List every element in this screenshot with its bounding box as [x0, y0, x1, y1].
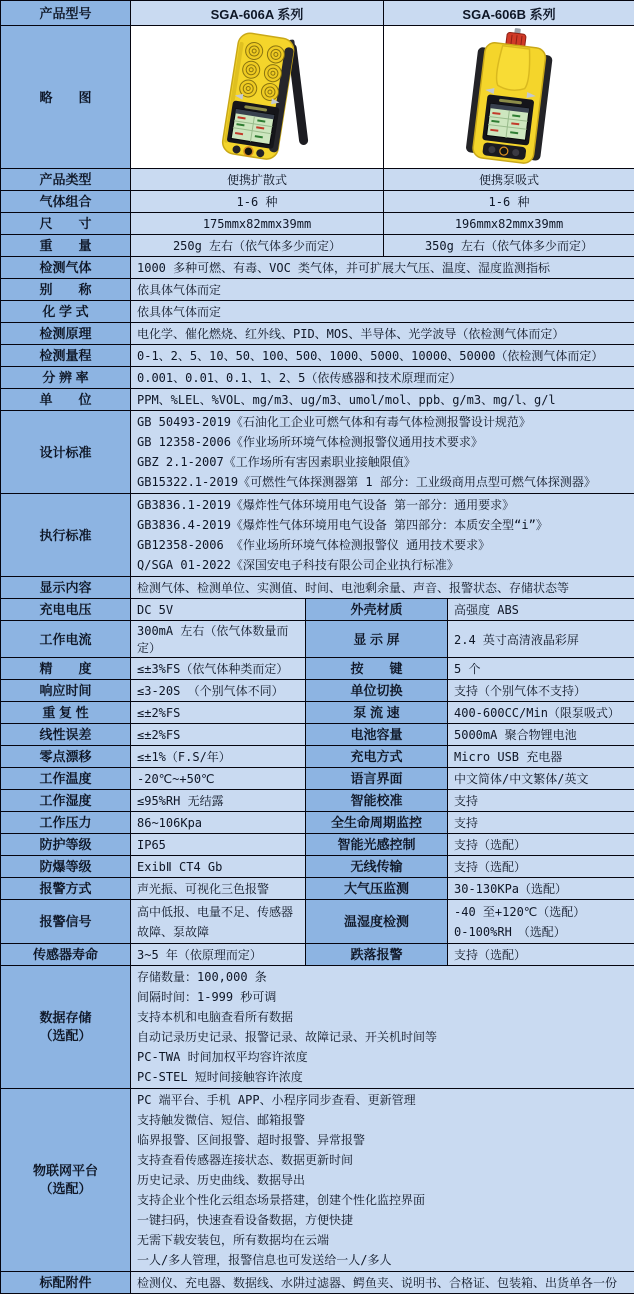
dimensions-label: 尺 寸	[1, 213, 131, 235]
wireless-transmission-label: 无线传输	[306, 856, 448, 878]
explosion-proof-value: ExibⅡ CT4 Gb	[131, 856, 306, 878]
standard-line: GB 50493-2019《石油化工企业可燃气体和有毒气体检测报警设计规范》	[137, 412, 628, 432]
explosion-proof-label: 防爆等级	[1, 856, 131, 878]
detection-principle-value: 电化学、催化燃烧、红外线、PID、MOS、半导体、光学波导（依检测气体而定）	[131, 323, 634, 345]
row-zero-drift	[1, 746, 634, 768]
iot-feature-line: 支持查看传感器连接状态、数据更新时间	[137, 1150, 628, 1170]
iot-feature-line: 一键扫码，快速查看设备数据，方便快捷	[137, 1210, 628, 1230]
language-label: 语言界面	[306, 768, 448, 790]
temp-humidity-detect-value: -40 至+120℃（选配） 0-100%RH （选配）	[448, 900, 634, 944]
detected-gases-value: 1000 多种可燃、有毒、VOC 类气体，并可扩展大气压、温度、湿度监测指标	[131, 257, 634, 279]
linearity-error-label: 线性误差	[1, 724, 131, 746]
shell-material-label: 外壳材质	[306, 599, 448, 621]
smart-calibration-label: 智能校准	[306, 790, 448, 812]
row-alarm-signal	[1, 900, 634, 944]
charging-voltage-label: 充电电压	[1, 599, 131, 621]
units-value: PPM、%LEL、%VOL、mg/m3、ug/m3、umol/mol、ppb、g/m3、mg/l、g/l	[131, 389, 634, 411]
working-pressure-value: 86~106Kpa	[131, 812, 306, 834]
iot-feature-line: 支持企业个性化云组态场景搭建，创建个性化监控界面	[137, 1190, 628, 1210]
row-units	[1, 389, 634, 411]
display-content-label: 显示内容	[1, 577, 131, 599]
working-current-label: 工作电流	[1, 621, 131, 658]
iot-feature-line: 临界报警、区间报警、超时报警、异常报警	[137, 1130, 628, 1150]
wireless-transmission-value: 支持（选配）	[448, 856, 634, 878]
row-exec-standards	[1, 494, 634, 577]
display-screen-label: 显 示 屏	[306, 621, 448, 658]
row-linearity-error	[1, 724, 634, 746]
unit-switch-value: 支持（个别气体不支持）	[448, 680, 634, 702]
row-data-storage	[1, 966, 634, 1089]
buttons-value: 5 个	[448, 658, 634, 680]
detection-range-label: 检测量程	[1, 345, 131, 367]
zero-drift-label: 零点漂移	[1, 746, 131, 768]
iot-platform-value	[131, 1089, 634, 1272]
row-product-type	[1, 169, 634, 191]
working-humidity-label: 工作湿度	[1, 790, 131, 812]
smart-calibration-value: 支持	[448, 790, 634, 812]
sketch-label: 略 图	[1, 26, 131, 169]
protection-rating-value: IP65	[131, 834, 306, 856]
standard-line: GB 12358-2006《作业场所环境气体检测报警仪通用技术要求》	[137, 432, 628, 452]
charging-voltage-value: DC 5V	[131, 599, 306, 621]
lcd-screen	[231, 108, 274, 144]
row-detection-principle	[1, 323, 634, 345]
gas-combination-a: 1-6 种	[131, 191, 384, 213]
shell-material-value: 高强度 ABS	[448, 599, 634, 621]
dimensions-b: 196mmx82mmx39mm	[384, 213, 634, 235]
iot-feature-line: 一人/多人管理，报警信息也可发送给一人/多人	[137, 1250, 628, 1270]
display-content-value: 检测气体、检测单位、实测值、时间、电池剩余量、声音、报警状态、存储状态等	[131, 577, 634, 599]
light-sensor-control-value: 支持（选配）	[448, 834, 634, 856]
working-temperature-label: 工作温度	[1, 768, 131, 790]
row-accuracy	[1, 658, 634, 680]
sga-606a-product-image	[131, 27, 384, 168]
alarm-signal-label: 报警信号	[1, 900, 131, 944]
sga-606a-image-cell	[131, 26, 384, 169]
standard-line: GB12358-2006 《作业场所环境气体检测报警仪 通用技术要求》	[137, 535, 628, 555]
zero-drift-value: ≤±1%（F.S/年）	[131, 746, 306, 768]
product-type-a: 便携扩散式	[131, 169, 384, 191]
row-explosion-proof-rating	[1, 856, 634, 878]
row-gas-combination	[1, 191, 634, 213]
product-type-b: 便携泵吸式	[384, 169, 634, 191]
detected-gases-label: 检测气体	[1, 257, 131, 279]
pump-flow-label: 泵 流 速	[306, 702, 448, 724]
standard-line: Q/SGA 01-2022《深国安电子科技有限公司企业执行标准》	[137, 555, 628, 575]
row-alarm-mode	[1, 878, 634, 900]
units-label: 单 位	[1, 389, 131, 411]
resolution-label: 分 辨 率	[1, 367, 131, 389]
unit-switch-label: 单位切换	[306, 680, 448, 702]
iot-feature-line: 历史记录、历史曲线、数据导出	[137, 1170, 628, 1190]
storage-feature-line: 间隔时间：1-999 秒可调	[137, 987, 628, 1007]
series-a-header: SGA-606A 系列	[131, 1, 384, 26]
gas-combination-b: 1-6 种	[384, 191, 634, 213]
sga-606b-image-cell	[384, 26, 634, 169]
sensor-life-value: 3~5 年（依原理而定）	[131, 944, 306, 966]
standard-line: GB3836.1-2019《爆炸性气体环境用电气设备 第一部分：通用要求》	[137, 495, 628, 515]
response-time-value: ≤3-20S （个别气体不同）	[131, 680, 306, 702]
working-humidity-value: ≤95%RH 无结露	[131, 790, 306, 812]
alarm-mode-label: 报警方式	[1, 878, 131, 900]
data-storage-label: 数据存储 （选配）	[1, 966, 131, 1089]
storage-feature-line: 存储数量：100,000 条	[137, 967, 628, 987]
storage-feature-line: PC-STEL 短时间接触容许浓度	[137, 1067, 628, 1087]
row-alias	[1, 279, 634, 301]
sensor-life-label: 传感器寿命	[1, 944, 131, 966]
alias-label: 别 称	[1, 279, 131, 301]
standard-line: GB15322.1-2019《可燃性气体探测器第 1 部分：工业级商用点型可燃气体探测器》	[137, 472, 628, 492]
display-screen-value: 2.4 英寸高清液晶彩屏	[448, 621, 634, 658]
row-accessories	[1, 1272, 634, 1294]
raised-panel	[495, 45, 532, 92]
standard-line: GB3836.4-2019《爆炸性气体环境用电气设备 第四部分：本质安全型“i”》	[137, 515, 628, 535]
accuracy-label: 精 度	[1, 658, 131, 680]
row-design-standards	[1, 411, 634, 494]
accessories-label: 标配附件	[1, 1272, 131, 1294]
protection-rating-label: 防护等级	[1, 834, 131, 856]
battery-capacity-value: 5000mA 聚合物锂电池	[448, 724, 634, 746]
detection-range-value: 0-1、2、5、10、50、100、500、1000、5000、10000、50000（依检测气体而定）	[131, 345, 634, 367]
row-iot-platform	[1, 1089, 634, 1272]
drop-alarm-value: 支持（选配）	[448, 944, 634, 966]
row-weight	[1, 235, 634, 257]
series-b-header: SGA-606B 系列	[384, 1, 634, 26]
row-detection-range	[1, 345, 634, 367]
row-working-temperature	[1, 768, 634, 790]
repeatability-value: ≤±2%FS	[131, 702, 306, 724]
buttons-label: 按 键	[306, 658, 448, 680]
row-sketch	[1, 26, 634, 169]
iot-feature-line: 支持触发微信、短信、邮箱报警	[137, 1110, 628, 1130]
linearity-error-value: ≤±2%FS	[131, 724, 306, 746]
working-temperature-value: -20℃~+50℃	[131, 768, 306, 790]
row-display-content	[1, 577, 634, 599]
row-chemical-formula	[1, 301, 634, 323]
detection-principle-label: 检测原理	[1, 323, 131, 345]
dimensions-a: 175mmx82mmx39mm	[131, 213, 384, 235]
design-standards-value	[131, 411, 634, 494]
alias-value: 依具体气体而定	[131, 279, 634, 301]
barometric-monitor-label: 大气压监测	[306, 878, 448, 900]
pump-flow-value: 400-600CC/Min（限泵吸式）	[448, 702, 634, 724]
row-detected-gases	[1, 257, 634, 279]
data-storage-value	[131, 966, 634, 1089]
design-standards-label: 设计标准	[1, 411, 131, 494]
working-current-value: 300mA 左右（依气体数量而定）	[131, 621, 306, 658]
alarm-signal-value: 高中低报、电量不足、传感器 故障、泵故障	[131, 900, 306, 944]
charging-method-value: Micro USB 充电器	[448, 746, 634, 768]
repeatability-label: 重 复 性	[1, 702, 131, 724]
row-response-time	[1, 680, 634, 702]
product-model-label: 产品型号	[1, 1, 131, 26]
alarm-mode-value: 声光振、可视化三色报警	[131, 878, 306, 900]
chemical-formula-label: 化 学 式	[1, 301, 131, 323]
exec-standards-label: 执行标准	[1, 494, 131, 577]
weight-a: 250g 左右（依气体多少而定）	[131, 235, 384, 257]
iot-feature-line: PC 端平台、手机 APP、小程序同步查看、更新管理	[137, 1090, 628, 1110]
sga-606b-product-image	[384, 27, 634, 168]
charging-method-label: 充电方式	[306, 746, 448, 768]
resolution-value: 0.001、0.01、0.1、1、2、5（依传感器和技术原理而定）	[131, 367, 634, 389]
storage-feature-line: 支持本机和电脑查看所有数据	[137, 1007, 628, 1027]
barometric-monitor-value: 30-130KPa（选配）	[448, 878, 634, 900]
row-sensor-life	[1, 944, 634, 966]
iot-platform-label: 物联网平台 （选配）	[1, 1089, 131, 1272]
iot-feature-line: 无需下载安装包，所有数据均在云端	[137, 1230, 628, 1250]
accuracy-value: ≤±3%FS（依气体种类而定）	[131, 658, 306, 680]
language-value: 中文简体/中文繁体/英文	[448, 768, 634, 790]
row-working-pressure	[1, 812, 634, 834]
storage-feature-line: 自动记录历史记录、报警记录、故障记录、开关机时间等	[137, 1027, 628, 1047]
chemical-formula-value: 依具体气体而定	[131, 301, 634, 323]
weight-label: 重 量	[1, 235, 131, 257]
drop-alarm-label: 跌落报警	[306, 944, 448, 966]
row-charging-voltage	[1, 599, 634, 621]
standard-line: GBZ 2.1-2007《工作场所有害因素职业接触限值》	[137, 452, 628, 472]
gas-combination-label: 气体组合	[1, 191, 131, 213]
row-dimensions	[1, 213, 634, 235]
light-sensor-control-label: 智能光感控制	[306, 834, 448, 856]
lifecycle-monitor-value: 支持	[448, 812, 634, 834]
exec-standards-value	[131, 494, 634, 577]
row-resolution	[1, 367, 634, 389]
row-product-model	[1, 1, 634, 26]
row-working-current	[1, 621, 634, 658]
row-working-humidity	[1, 790, 634, 812]
lifecycle-monitor-label: 全生命周期监控	[306, 812, 448, 834]
product-type-label: 产品类型	[1, 169, 131, 191]
response-time-label: 响应时间	[1, 680, 131, 702]
row-repeatability	[1, 702, 634, 724]
working-pressure-label: 工作压力	[1, 812, 131, 834]
lcd-screen	[487, 103, 530, 140]
battery-capacity-label: 电池容量	[306, 724, 448, 746]
weight-b: 350g 左右（依气体多少而定）	[384, 235, 634, 257]
row-protection-rating	[1, 834, 634, 856]
accessories-value: 检测仪、充电器、数据线、水阱过滤器、鳄鱼夹、说明书、合格证、包装箱、出货单各一份	[131, 1272, 634, 1294]
storage-feature-line: PC-TWA 时间加权平均容许浓度	[137, 1047, 628, 1067]
temp-humidity-detect-label: 温湿度检测	[306, 900, 448, 944]
